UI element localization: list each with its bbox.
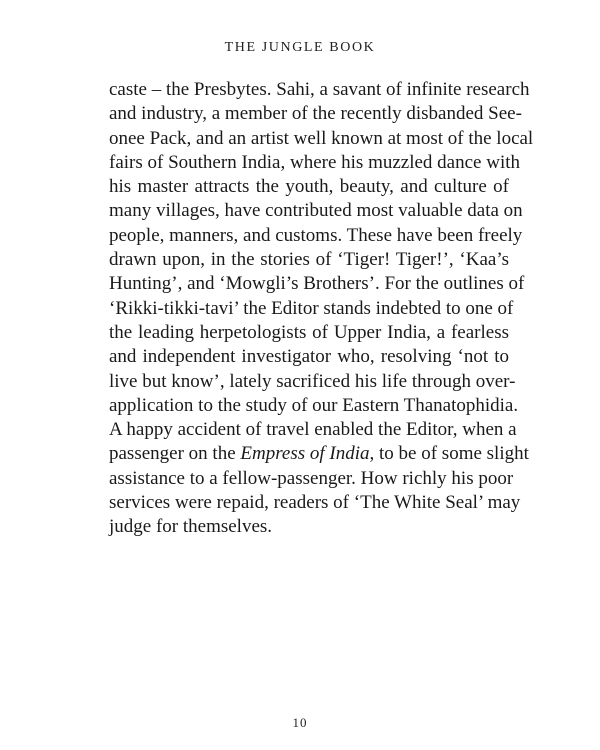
text-line: fairs of Southern India, where his muzzled dance with <box>109 151 521 173</box>
running-head: THE JUNGLE BOOK <box>224 40 376 55</box>
text-line: assistance to a fellow-passenger. How richly his poor <box>109 467 514 489</box>
text-line: A happy accident of travel enabled the Editor, when a <box>109 419 517 441</box>
text-line: and independent investigator who, resolving ‘not to <box>109 346 509 368</box>
text-line <box>109 442 529 466</box>
text-line: ‘Rikki-tikki-tavi’ the Editor stands indebted to one of <box>109 297 514 319</box>
body-paragraph <box>109 78 534 540</box>
text-line: onee Pack, and an artist well known at most of the local <box>109 127 534 149</box>
text-line: judge for themselves. <box>109 516 273 538</box>
text-line: people, manners, and customs. These have been freely <box>109 224 523 246</box>
text-line: services were repaid, readers of ‘The White Seal’ may <box>109 492 521 514</box>
text-line: drawn upon, in the stories of ‘Tiger! Tiger!’, ‘Kaa’s <box>109 249 509 271</box>
text-fragment: passenger on the <box>109 443 241 465</box>
text-line: and industry, a member of the recently disbanded See- <box>109 103 522 125</box>
ship-name-italic: Empress of India <box>240 443 370 465</box>
text-fragment: , to be of some slight <box>369 443 529 465</box>
text-line: application to the study of our Eastern Thanatophidia. <box>109 394 519 416</box>
page-number: 10 <box>292 715 308 730</box>
text-line: Hunting’, and ‘Mowgli’s Brothers’. For the outlines of <box>109 273 525 295</box>
text-line: live but know’, lately sacrificed his life through over- <box>109 370 516 392</box>
text-line: many villages, have contributed most valuable data on <box>109 200 523 222</box>
text-line: the leading herpetologists of Upper India, a fearless <box>109 321 509 343</box>
text-line: caste – the Presbytes. Sahi, a savant of infinite research <box>109 79 530 100</box>
text-line: his master attracts the youth, beauty, and culture of <box>109 176 509 198</box>
